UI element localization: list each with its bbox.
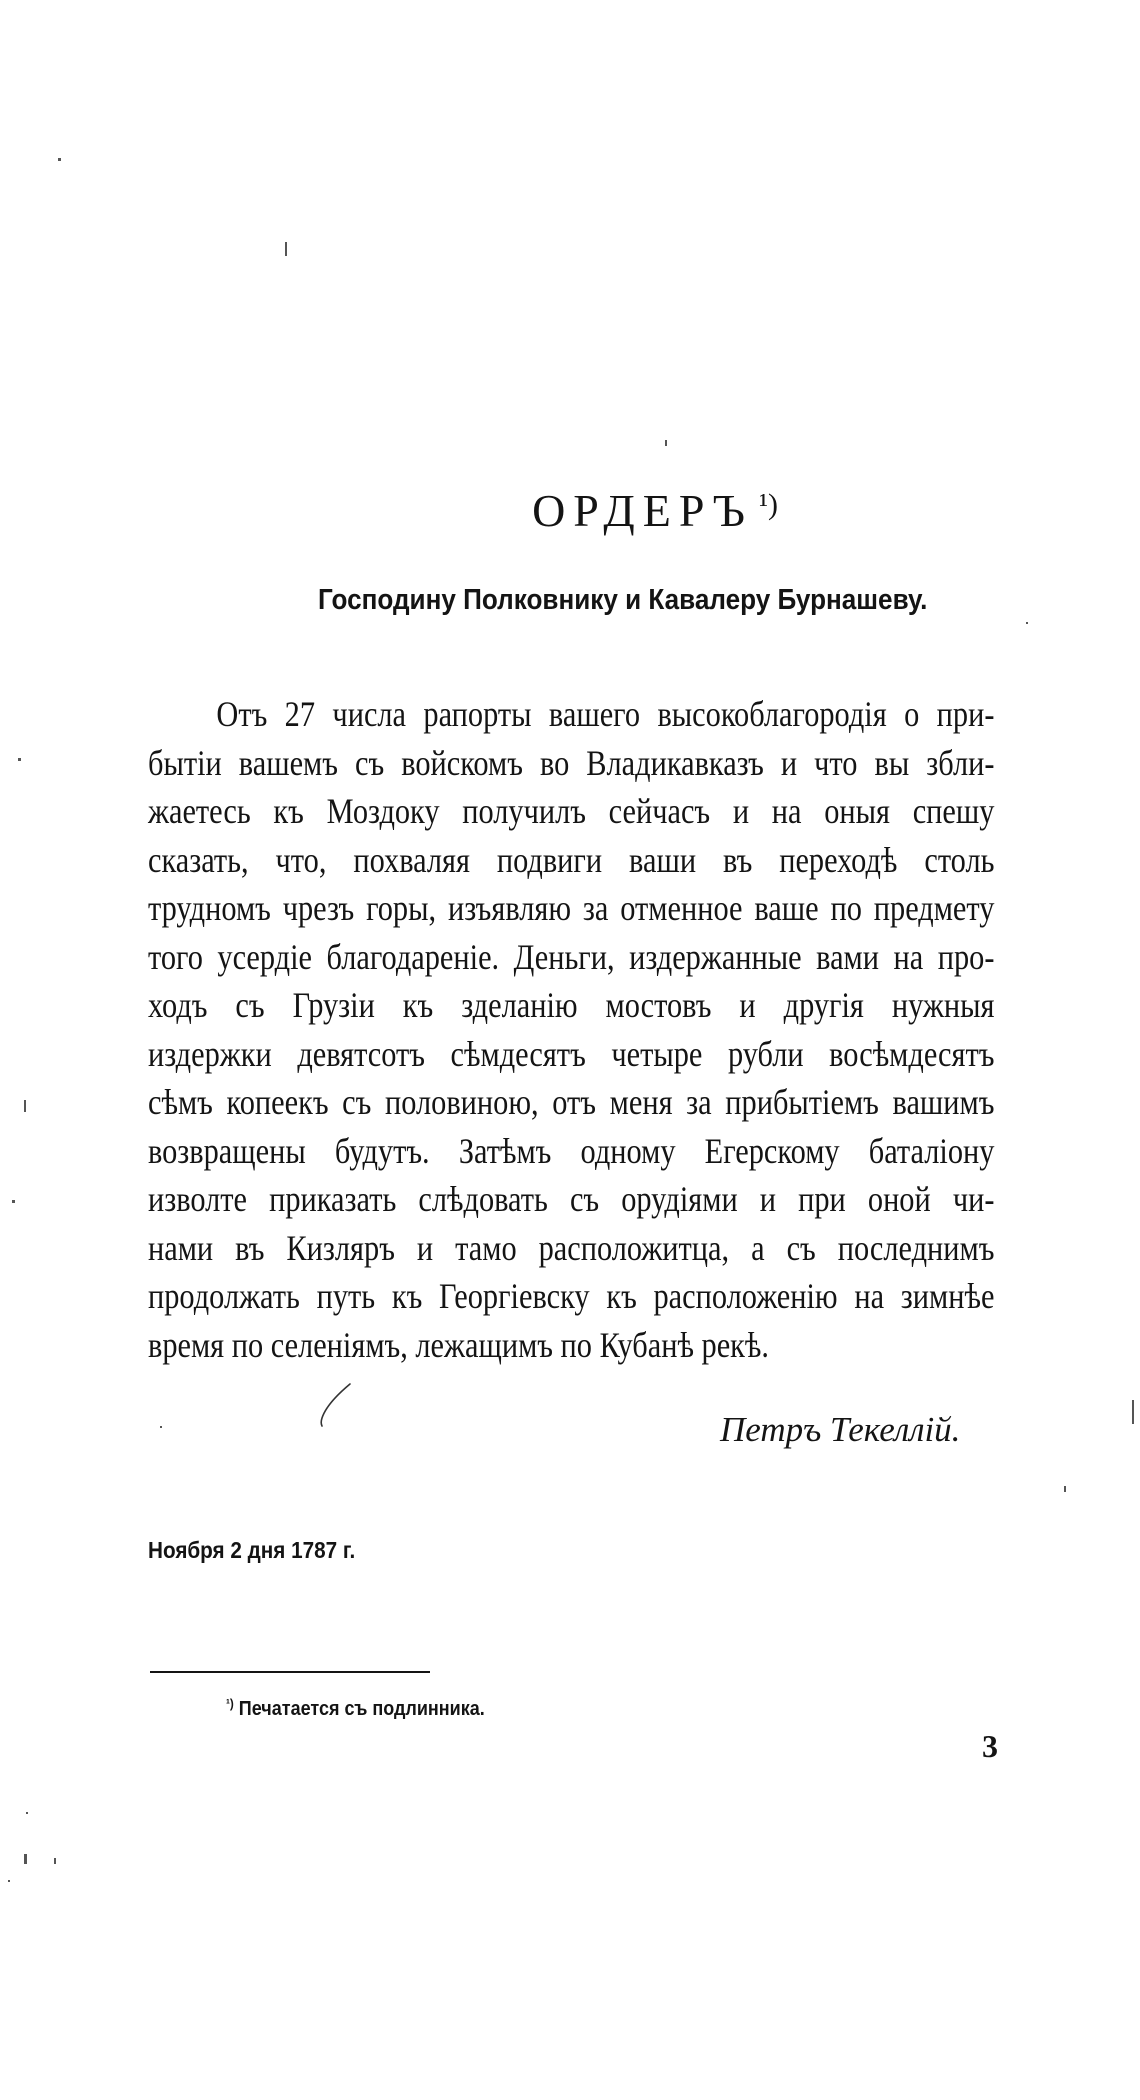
body-line: продолжать путь къ Георгіевску къ расположенію на зимнѣе xyxy=(148,1276,995,1316)
document-title xyxy=(0,484,1140,537)
scan-speck xyxy=(665,440,667,446)
scan-speck xyxy=(8,1880,10,1882)
signature: Петръ Текеллій. xyxy=(720,1410,961,1449)
addressee-line: Господину Полковнику и Кавалеру Бурнашеву. xyxy=(318,584,928,616)
scan-speck xyxy=(1132,1400,1134,1424)
body-line: нами въ Кизляръ и тамо расположитца, а съ последнимъ xyxy=(148,1227,995,1268)
scan-speck xyxy=(1064,1486,1066,1492)
body-line: трудномъ чрезъ горы, изъявляю за отменное ваше по предмету xyxy=(148,888,995,928)
body-line: издержки девятсотъ сѣмдесятъ четыре рубли восѣмдесятъ xyxy=(148,1033,995,1074)
scan-speck xyxy=(24,1854,27,1864)
body-line: того усердіе благодареніе. Деньги, издержанные вами на про- xyxy=(148,936,995,977)
body-line: Отъ 27 числа рапорты вашего высокоблагородія о при- xyxy=(216,694,995,734)
document-date: Ноября 2 дня 1787 г. xyxy=(148,1537,356,1563)
scan-speck xyxy=(24,1100,26,1112)
scan-speck xyxy=(18,758,21,761)
footnote-mark: ¹) xyxy=(226,1696,234,1711)
scan-speck xyxy=(26,1812,28,1814)
title-text: ОРДЕРЪ xyxy=(532,485,753,536)
scan-speck xyxy=(54,1858,56,1864)
footnote-text: Печатается съ подлинника. xyxy=(238,1698,485,1720)
scan-speck xyxy=(1026,622,1028,624)
body-line: жаетесь къ Моздоку получилъ сейчасъ и на оныя спешу xyxy=(148,791,995,831)
scan-speck xyxy=(12,1200,15,1203)
body-line: время по селеніямъ, лежащимъ по Кубанѣ рекѣ. xyxy=(148,1324,769,1365)
body-line: сказать, что, похваляя подвиги ваши въ переходѣ столь xyxy=(148,839,995,880)
page-number: 3 xyxy=(982,1728,998,1764)
body-line: сѣмъ копеекъ съ половиною, отъ меня за прибытіемъ вашимъ xyxy=(148,1082,995,1122)
scan-speck xyxy=(160,1426,162,1428)
body-line: изволте приказать слѣдовать съ орудіями и при оной чи- xyxy=(148,1179,995,1219)
scan-speck xyxy=(285,242,287,256)
scan-speck xyxy=(58,158,61,161)
order-body xyxy=(148,690,994,1369)
body-line: бытіи вашемъ съ войскомъ во Владикавказъ и что вы збли- xyxy=(148,742,995,783)
title-footnote-mark: ¹) xyxy=(758,488,778,521)
footnote-divider xyxy=(150,1671,430,1673)
footnote xyxy=(226,1696,485,1721)
body-line: возвращены будутъ. Затѣмъ одному Егерскому баталіону xyxy=(148,1130,995,1171)
pen-mark xyxy=(316,1380,356,1430)
body-line: ходъ съ Грузіи къ зделанію мостовъ и другія нужныя xyxy=(148,985,995,1025)
